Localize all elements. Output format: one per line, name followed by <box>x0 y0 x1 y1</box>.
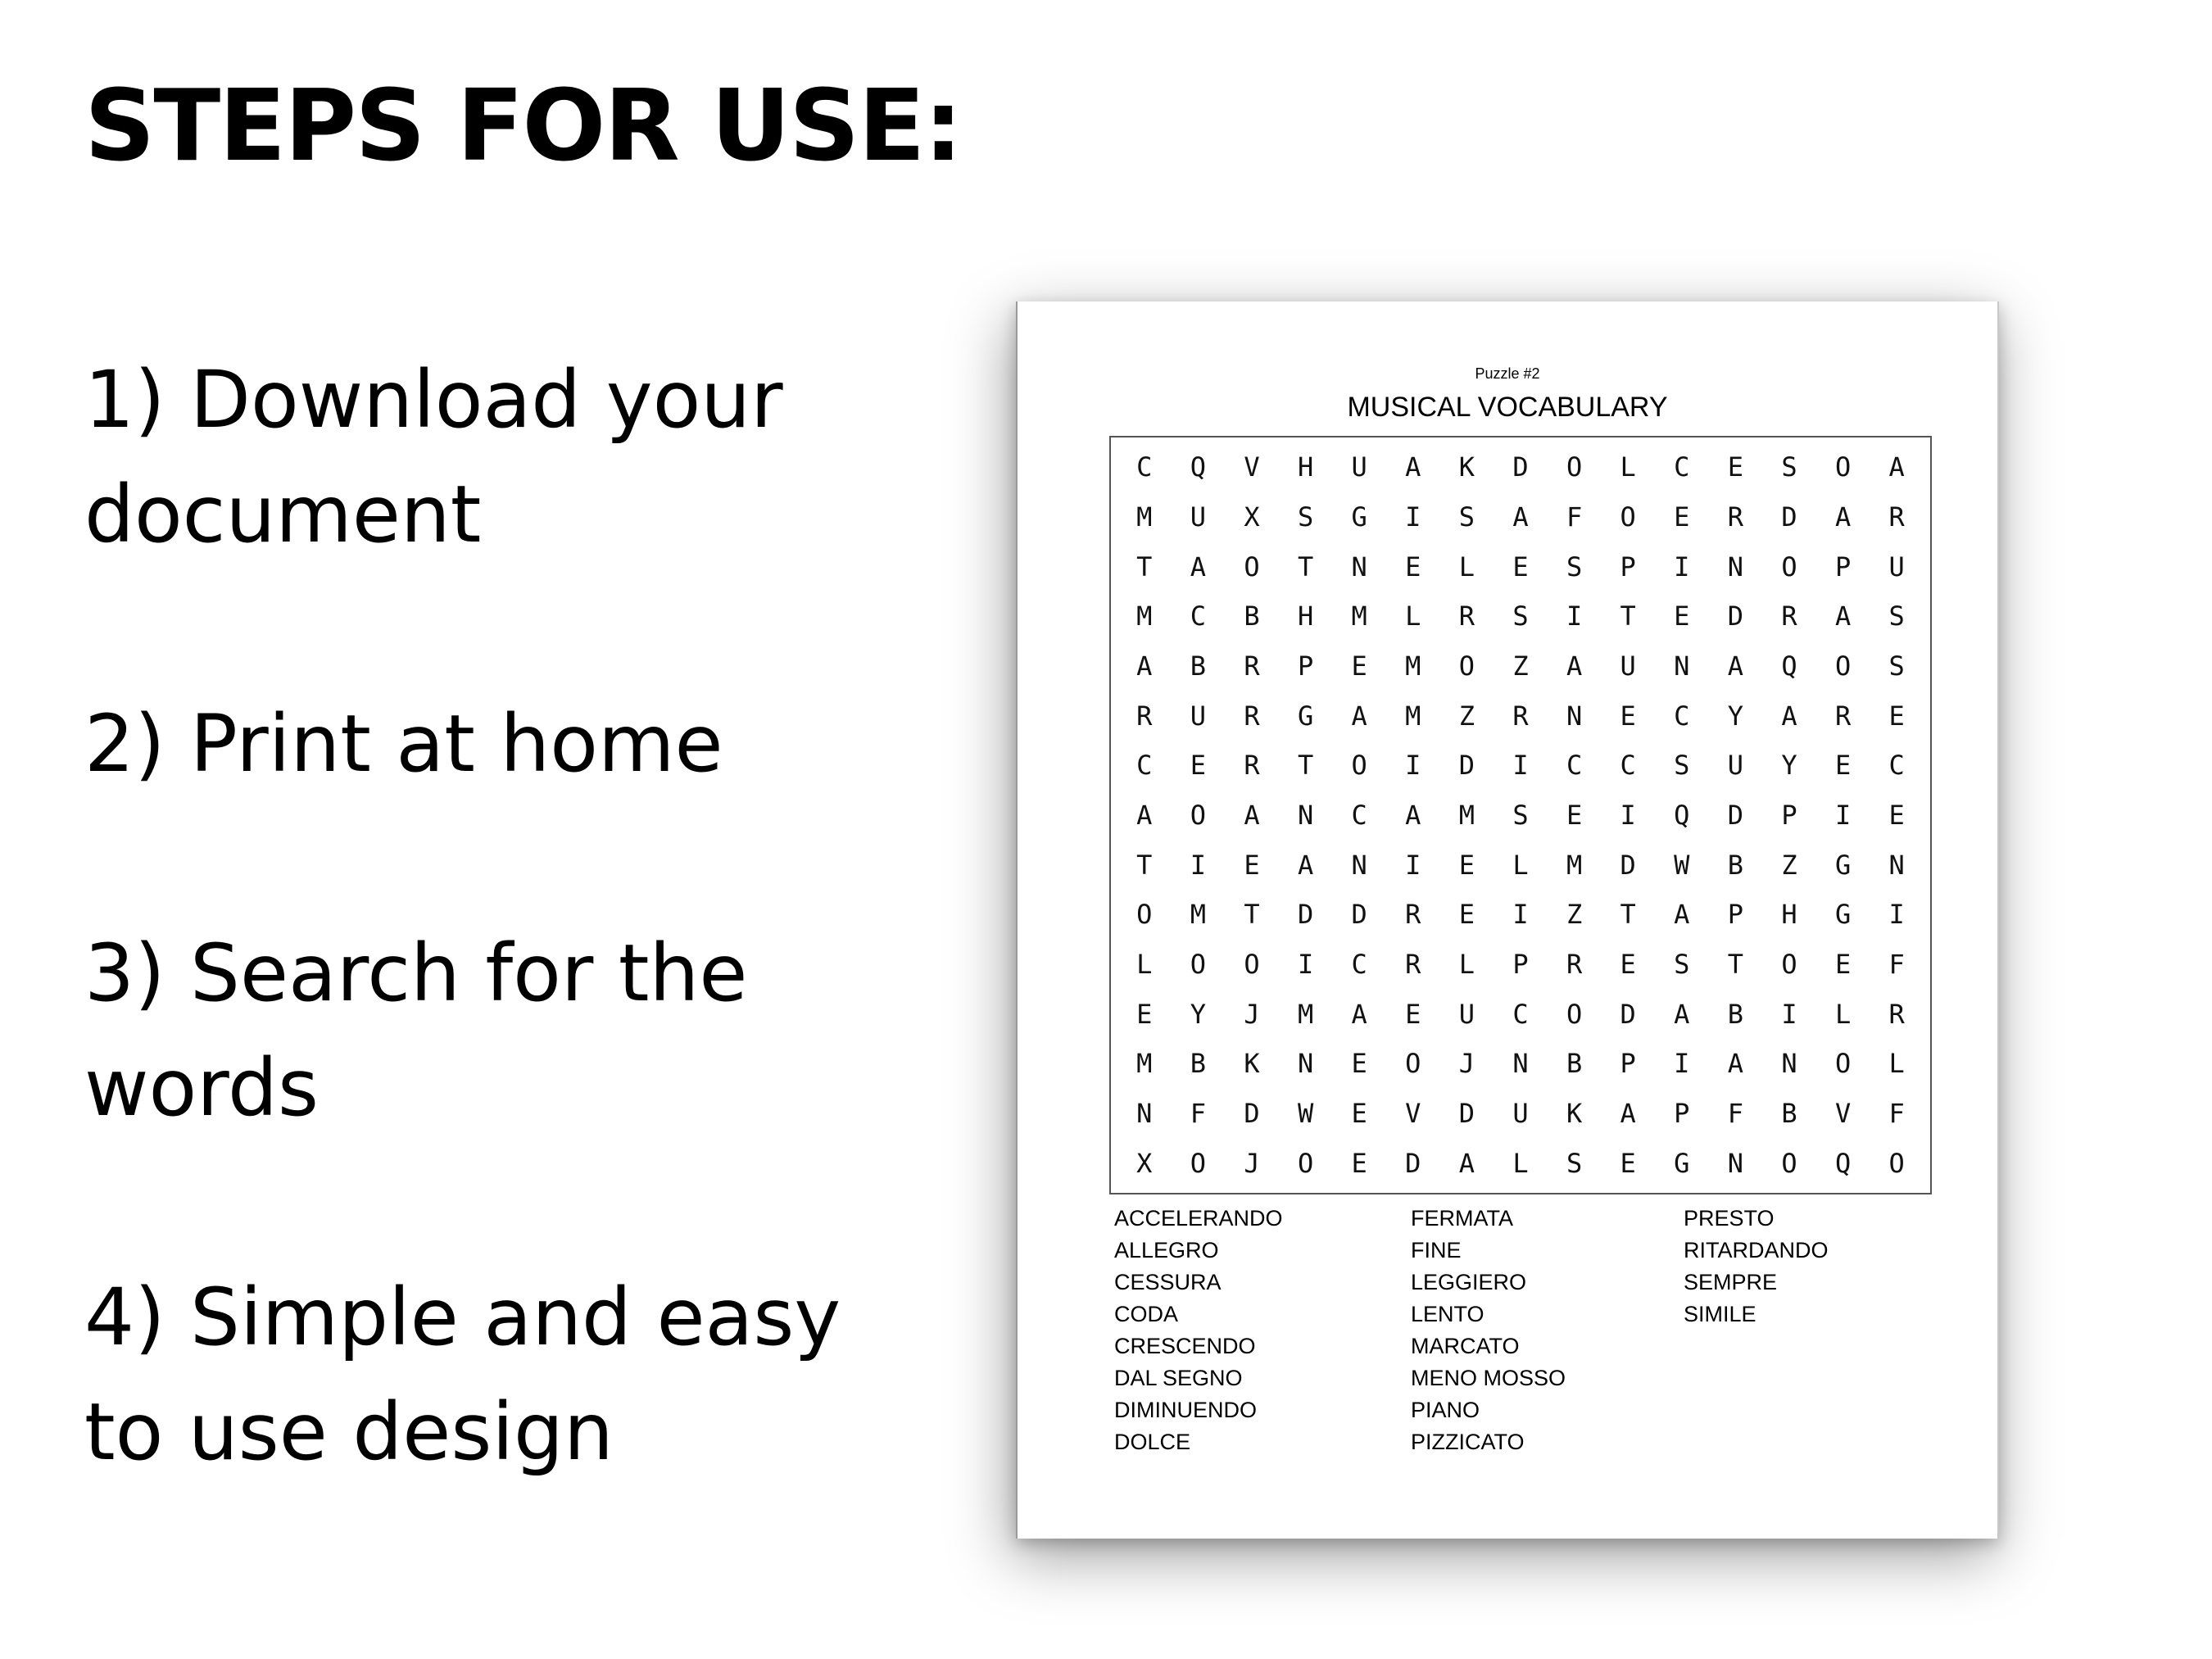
grid-letter: J <box>1244 998 1260 1030</box>
grid-letter: Y <box>1190 998 1207 1030</box>
grid-letter: I <box>1190 849 1207 881</box>
grid-letter: Y <box>1781 750 1797 782</box>
grid-letter: O <box>1190 1147 1207 1179</box>
word-list-item: ACCELERANDO <box>1114 1206 1283 1231</box>
grid-letter: D <box>1512 451 1529 483</box>
puzzle-title: MUSICAL VOCABULARY <box>1347 392 1668 423</box>
grid-letter: A <box>1136 799 1153 831</box>
grid-letter: C <box>1888 750 1905 782</box>
grid-letter: E <box>1351 1048 1367 1080</box>
grid-letter: B <box>1190 650 1207 682</box>
word-list-item: LEGGIERO <box>1411 1270 1527 1294</box>
grid-letter: M <box>1405 700 1421 732</box>
grid-letter: U <box>1888 551 1905 582</box>
grid-letter: D <box>1727 799 1744 831</box>
grid-letter: E <box>1405 551 1421 582</box>
grid-letter: S <box>1458 501 1475 533</box>
grid-letter: N <box>1566 700 1583 732</box>
grid-letter: I <box>1620 799 1636 831</box>
grid-letter: R <box>1566 948 1583 980</box>
grid-letter: O <box>1136 899 1153 931</box>
grid-letter: R <box>1834 700 1852 732</box>
word-list-item: RITARDANDO <box>1684 1238 1829 1262</box>
grid-letter: E <box>1244 849 1260 881</box>
grid-letter: L <box>1458 948 1475 980</box>
grid-letter: O <box>1834 650 1852 682</box>
grid-letter: O <box>1781 1147 1797 1179</box>
word-list-item: CRESCENDO <box>1114 1334 1256 1358</box>
grid-letter: N <box>1512 1048 1529 1080</box>
grid-letter: R <box>1244 750 1260 782</box>
step-print: 2) Print at home <box>84 698 723 790</box>
grid-letter: D <box>1458 750 1475 782</box>
grid-letter: B <box>1244 601 1260 632</box>
grid-letter: E <box>1190 750 1207 782</box>
grid-letter: L <box>1136 948 1153 980</box>
grid-letter: M <box>1190 899 1207 931</box>
grid-letter: K <box>1244 1048 1260 1080</box>
grid-letter: I <box>1834 799 1852 831</box>
grid-letter: P <box>1512 948 1529 980</box>
grid-letter: O <box>1405 1048 1421 1080</box>
grid-letter: I <box>1512 899 1529 931</box>
grid-letter: X <box>1244 501 1260 533</box>
grid-letter: G <box>1834 849 1852 881</box>
grid-letter: A <box>1405 799 1421 831</box>
grid-letter: F <box>1566 501 1583 533</box>
grid-letter: P <box>1674 1097 1690 1129</box>
step-search: 3) Search for the words <box>84 927 748 1134</box>
grid-letter: E <box>1834 750 1852 782</box>
grid-letter: A <box>1888 451 1905 483</box>
grid-letter: O <box>1297 1147 1314 1179</box>
grid-letter: A <box>1674 899 1690 931</box>
grid-letter: S <box>1674 750 1690 782</box>
grid-letter: R <box>1244 650 1260 682</box>
step-design: 4) Simple and easy to use design <box>84 1271 841 1478</box>
grid-letter: D <box>1727 601 1744 632</box>
grid-letter: A <box>1190 551 1207 582</box>
grid-letter: H <box>1297 601 1314 632</box>
grid-letter: C <box>1566 750 1583 782</box>
grid-letter: S <box>1674 948 1690 980</box>
grid-letter: S <box>1888 601 1905 632</box>
grid-letter: A <box>1620 1097 1636 1129</box>
grid-letter: R <box>1458 601 1475 632</box>
word-list-item: CESSURA <box>1114 1270 1222 1294</box>
grid-letter: S <box>1512 799 1529 831</box>
word-list-item: SEMPRE <box>1684 1270 1778 1294</box>
grid-letter: A <box>1781 700 1797 732</box>
grid-letter: T <box>1620 601 1636 632</box>
grid-letter: P <box>1620 551 1636 582</box>
grid-letter: O <box>1834 1048 1852 1080</box>
grid-letter: B <box>1727 998 1744 1030</box>
grid-letter: E <box>1834 948 1852 980</box>
grid-letter: W <box>1297 1097 1314 1129</box>
grid-letter: A <box>1458 1147 1475 1179</box>
grid-letter: E <box>1888 799 1905 831</box>
grid-letter: O <box>1566 998 1583 1030</box>
grid-letter: G <box>1674 1147 1690 1179</box>
grid-letter: O <box>1351 750 1367 782</box>
grid-letter: R <box>1727 501 1744 533</box>
grid-letter: N <box>1136 1097 1153 1129</box>
grid-letter: R <box>1888 998 1905 1030</box>
grid-letter: P <box>1781 799 1797 831</box>
grid-letter: I <box>1405 501 1421 533</box>
grid-letter: Z <box>1458 700 1475 732</box>
grid-letter: Y <box>1727 700 1744 732</box>
grid-letter: W <box>1674 849 1690 881</box>
grid-letter: M <box>1351 601 1367 632</box>
grid-letter: C <box>1190 601 1207 632</box>
grid-letter: N <box>1727 1147 1744 1179</box>
grid-letter: O <box>1834 451 1852 483</box>
grid-letter: P <box>1834 551 1852 582</box>
grid-letter: E <box>1351 650 1367 682</box>
word-list-column-3 <box>1684 1203 1829 1330</box>
grid-letter: E <box>1674 501 1690 533</box>
grid-letter: M <box>1136 601 1153 632</box>
grid-letter: O <box>1781 551 1797 582</box>
word-list-item: FINE <box>1411 1238 1462 1262</box>
grid-letter: I <box>1781 998 1797 1030</box>
grid-letter: G <box>1351 501 1367 533</box>
grid-letter: T <box>1620 899 1636 931</box>
grid-letter: O <box>1458 650 1475 682</box>
grid-letter: V <box>1834 1097 1852 1129</box>
grid-letter: O <box>1190 799 1207 831</box>
grid-letter: Z <box>1512 650 1529 682</box>
grid-letter: I <box>1512 750 1529 782</box>
grid-letter: R <box>1512 700 1529 732</box>
grid-letter: O <box>1190 948 1207 980</box>
grid-letter: N <box>1297 799 1314 831</box>
grid-letter: D <box>1620 849 1636 881</box>
grid-letter: S <box>1512 601 1529 632</box>
grid-letter: D <box>1781 501 1797 533</box>
grid-letter: P <box>1297 650 1314 682</box>
grid-letter: P <box>1620 1048 1636 1080</box>
grid-letter: E <box>1620 1147 1636 1179</box>
grid-letter: N <box>1297 1048 1314 1080</box>
word-list-item: CODA <box>1114 1302 1179 1326</box>
grid-letter: J <box>1458 1048 1475 1080</box>
grid-letter: D <box>1405 1147 1421 1179</box>
grid-letter: K <box>1566 1097 1583 1129</box>
word-list-item: SIMILE <box>1684 1302 1756 1326</box>
grid-letter: L <box>1512 1147 1529 1179</box>
grid-letter: E <box>1351 1097 1367 1129</box>
grid-letter: R <box>1405 899 1421 931</box>
grid-letter: I <box>1888 899 1905 931</box>
grid-letter: A <box>1136 650 1153 682</box>
grid-letter: B <box>1190 1048 1207 1080</box>
grid-letter: S <box>1888 650 1905 682</box>
grid-letter: L <box>1512 849 1529 881</box>
grid-letter: C <box>1512 998 1529 1030</box>
grid-letter: F <box>1888 948 1905 980</box>
grid-letter: C <box>1674 451 1690 483</box>
grid-letter: R <box>1244 700 1260 732</box>
grid-letter: T <box>1297 750 1314 782</box>
grid-letter: Q <box>1674 799 1690 831</box>
grid-letter: F <box>1888 1097 1905 1129</box>
grid-letter: J <box>1244 1147 1260 1179</box>
grid-letter: Q <box>1781 650 1797 682</box>
grid-letter: T <box>1136 551 1153 582</box>
grid-letter: Z <box>1781 849 1797 881</box>
grid-letter: S <box>1566 551 1583 582</box>
grid-letter: L <box>1834 998 1852 1030</box>
grid-letter: N <box>1781 1048 1797 1080</box>
grid-letter: I <box>1405 849 1421 881</box>
grid-letter: R <box>1405 948 1421 980</box>
grid-letter: U <box>1620 650 1636 682</box>
grid-letter: D <box>1351 899 1367 931</box>
grid-letter: E <box>1458 849 1475 881</box>
grid-letter: G <box>1834 899 1852 931</box>
grid-letter: C <box>1620 750 1636 782</box>
grid-letter: M <box>1405 650 1421 682</box>
word-list-item: ALLEGRO <box>1114 1238 1219 1262</box>
grid-letter: A <box>1834 601 1852 632</box>
grid-letter: G <box>1297 700 1314 732</box>
grid-letter: E <box>1136 998 1153 1030</box>
grid-letter: K <box>1458 451 1475 483</box>
grid-letter: L <box>1888 1048 1905 1080</box>
grid-letter: O <box>1244 551 1260 582</box>
grid-letter: I <box>1566 601 1583 632</box>
grid-letter: I <box>1297 948 1314 980</box>
grid-letter: E <box>1727 451 1744 483</box>
grid-letter: R <box>1781 601 1797 632</box>
grid-letter: E <box>1888 700 1905 732</box>
grid-letter: T <box>1136 849 1153 881</box>
letter-grid <box>1109 436 1932 1194</box>
grid-letter: N <box>1351 551 1367 582</box>
grid-letter: M <box>1136 1048 1153 1080</box>
word-list-item: PRESTO <box>1684 1206 1775 1231</box>
grid-letter: A <box>1351 700 1367 732</box>
grid-letter: B <box>1566 1048 1583 1080</box>
word-list-item: DOLCE <box>1114 1430 1191 1454</box>
grid-letter: I <box>1405 750 1421 782</box>
word-list-item: DIMINUENDO <box>1114 1398 1257 1422</box>
grid-letter: C <box>1136 750 1153 782</box>
word-list-column-1 <box>1114 1203 1283 1458</box>
word-list-item: LENTO <box>1411 1302 1484 1326</box>
grid-letter: U <box>1727 750 1744 782</box>
grid-letter: A <box>1405 451 1421 483</box>
grid-letter: C <box>1674 700 1690 732</box>
grid-letter: M <box>1297 998 1314 1030</box>
grid-letter: E <box>1674 601 1690 632</box>
grid-letter: A <box>1674 998 1690 1030</box>
grid-letter: A <box>1512 501 1529 533</box>
grid-letter: O <box>1566 451 1583 483</box>
step-download: 1) Download your document <box>84 354 783 560</box>
grid-letter: E <box>1405 998 1421 1030</box>
grid-letter: E <box>1351 1147 1367 1179</box>
word-list-item: MENO MOSSO <box>1411 1366 1566 1390</box>
grid-letter: U <box>1512 1097 1529 1129</box>
grid-letter: C <box>1351 799 1367 831</box>
grid-letter: M <box>1566 849 1583 881</box>
grid-letter: O <box>1620 501 1636 533</box>
grid-letter: A <box>1566 650 1583 682</box>
grid-letter: U <box>1351 451 1367 483</box>
grid-letter: D <box>1244 1097 1260 1129</box>
grid-letter: H <box>1781 899 1797 931</box>
grid-letter: T <box>1244 899 1260 931</box>
grid-letter: O <box>1244 948 1260 980</box>
grid-letter: D <box>1620 998 1636 1030</box>
grid-letter: S <box>1566 1147 1583 1179</box>
grid-letter: A <box>1727 650 1744 682</box>
grid-letter: N <box>1888 849 1905 881</box>
grid-letter: A <box>1297 849 1314 881</box>
grid-letter: A <box>1727 1048 1744 1080</box>
grid-letter: I <box>1674 551 1690 582</box>
grid-letter: O <box>1888 1147 1905 1179</box>
grid-letter: E <box>1458 899 1475 931</box>
grid-letter: H <box>1297 451 1314 483</box>
grid-letter: A <box>1351 998 1367 1030</box>
grid-letter: X <box>1136 1147 1153 1179</box>
grid-letter: S <box>1781 451 1797 483</box>
grid-letter: U <box>1190 501 1207 533</box>
grid-letter: E <box>1566 799 1583 831</box>
grid-letter: F <box>1190 1097 1207 1129</box>
grid-letter: A <box>1834 501 1852 533</box>
grid-letter: Q <box>1834 1147 1852 1179</box>
grid-letter: T <box>1297 551 1314 582</box>
word-list-item: PIZZICATO <box>1411 1430 1525 1454</box>
puzzle-sheet-preview <box>1016 301 1999 1539</box>
grid-letter: U <box>1458 998 1475 1030</box>
word-list-column-2 <box>1411 1203 1566 1458</box>
word-list-item: DAL SEGNO <box>1114 1366 1243 1390</box>
grid-letter: L <box>1458 551 1475 582</box>
grid-letter: C <box>1351 948 1367 980</box>
grid-letter: B <box>1727 849 1744 881</box>
word-list-item: PIANO <box>1411 1398 1480 1422</box>
grid-letter: V <box>1244 451 1260 483</box>
grid-letter: D <box>1297 899 1314 931</box>
grid-letter: F <box>1727 1097 1744 1129</box>
grid-letter: R <box>1136 700 1153 732</box>
grid-letter: N <box>1674 650 1690 682</box>
grid-letter: N <box>1351 849 1367 881</box>
grid-letter: T <box>1727 948 1744 980</box>
grid-letter: C <box>1136 451 1153 483</box>
grid-letter: M <box>1458 799 1475 831</box>
grid-letter: R <box>1888 501 1905 533</box>
word-list-item: MARCATO <box>1411 1334 1520 1358</box>
word-list-item: FERMATA <box>1411 1206 1513 1231</box>
grid-letter: Z <box>1566 899 1583 931</box>
grid-letter: A <box>1244 799 1260 831</box>
grid-letter: E <box>1620 948 1636 980</box>
grid-letter: P <box>1727 899 1744 931</box>
grid-letter: L <box>1405 601 1421 632</box>
grid-letter: I <box>1674 1048 1690 1080</box>
grid-letter: Q <box>1190 451 1207 483</box>
grid-letter: L <box>1620 451 1636 483</box>
grid-letter: U <box>1190 700 1207 732</box>
grid-letter: E <box>1512 551 1529 582</box>
grid-letter: O <box>1781 948 1797 980</box>
grid-letter: S <box>1297 501 1314 533</box>
grid-letter: N <box>1727 551 1744 582</box>
grid-letter: D <box>1458 1097 1475 1129</box>
grid-letter: V <box>1405 1097 1421 1129</box>
grid-letter: M <box>1136 501 1153 533</box>
grid-letter: B <box>1781 1097 1797 1129</box>
page-heading: STEPS FOR USE: <box>84 70 962 184</box>
puzzle-number: Puzzle #2 <box>1475 365 1540 382</box>
grid-letter: E <box>1620 700 1636 732</box>
